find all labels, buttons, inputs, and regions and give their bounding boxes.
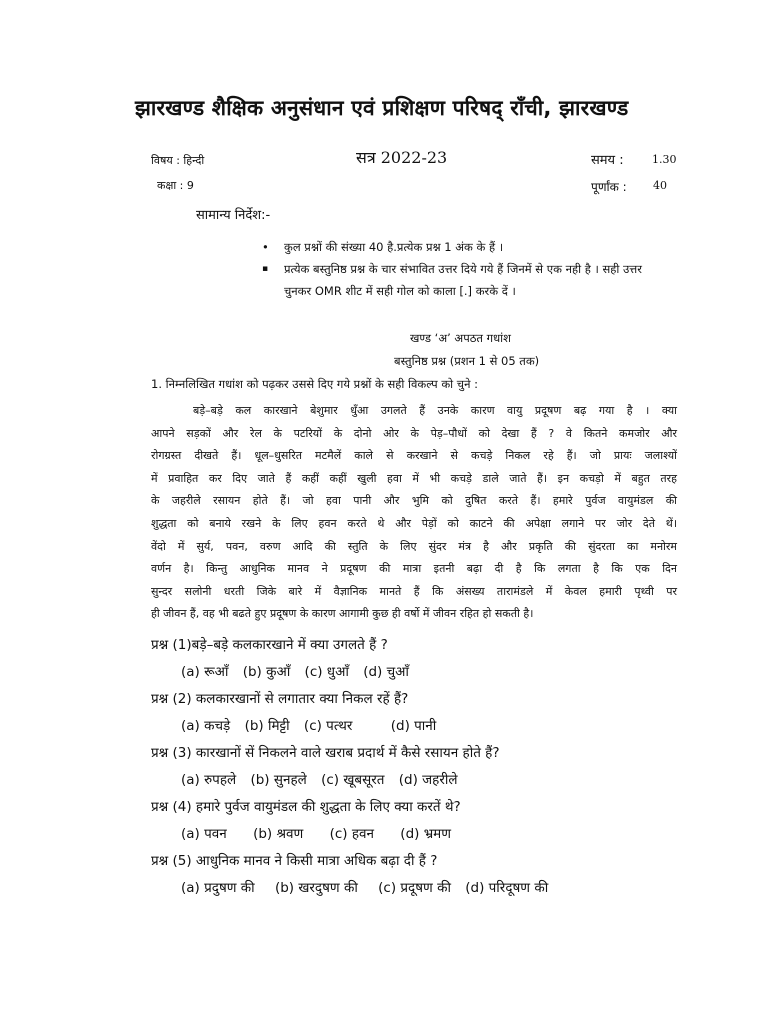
time-label: समय : [591,153,624,168]
marks-label: पूर्णांक : [591,180,627,194]
instructions-heading: सामान्य निर्देश:- [196,208,271,223]
option-c: (c) पत्थर [303,718,353,734]
options-4 [151,821,671,848]
passage-intro: 1. निम्नलिखित गधांश को पढ़कर उससे दिए गये प्रश्नों के सही विकल्प को चुने : [151,377,479,391]
options-1 [151,659,671,686]
option-c: (c) हवन [329,826,374,842]
option-c: (c) प्रदूषण की [378,880,451,896]
option-d: (d) परिदूषण की [465,880,549,896]
options-2 [151,713,671,740]
option-a: (a) प्रदुषण की [181,880,255,896]
option-a: (a) रुपहले [181,772,237,788]
question-1: प्रश्न (1)बड़े–बड़े कलकारखाने में क्या उगलते हैं ? [151,637,388,653]
question-5: प्रश्न (5) आधुनिक मानव ने किसी मात्रा अधिक बढ़ा दी हैं ? [151,853,438,869]
question-list [151,632,671,902]
option-d: (d) पानी [390,718,437,734]
option-d: (d) जहरीले [398,772,458,788]
passage-line: वर्णन है। किन्तु आधुनिक मानव ने प्रदूषण की मात्रा इतनी बढ़ा दी है कि लगता है कि एक दिन [151,562,677,576]
section-subtitle: बस्तुनिष्ठ प्रश्न (प्रशन 1 से 05 तक) [394,354,540,368]
passage-line: बड़े–बड़े कल कारखाने बेशुमार धुँआ उगलते हैं उनके कारण वायु प्रदूषण बढ़ गया है । क्या [193,404,677,417]
session-label: सत्र 2022-23 [356,148,448,167]
passage-line: ही जीवन हैं, वह भी बढते हुए प्रदूषण के कारण आगामी कुछ ही वर्षो में जीवन रहित हो सकती है। [151,607,534,621]
section-title: खण्ड ‘अ’ अपठत गधांश [410,331,511,345]
page-title: झारखण्ड शैक्षिक अनुसंधान एवं प्रशिक्षण परिषद् राँची, झारखण्ड [135,96,629,120]
passage-line: रोगग्रस्त दीखते हैं। धूल–धुसरित मटमैलें काले से करखाने से कचड़े निकल रहे हैं। जो प्रायः जलाश्यों [151,449,677,463]
class-label: कक्षा : 9 [157,179,194,192]
passage-line: आपने सड़कों और रेल के पटरियों के दोनो ओर के पेड़–पौधों को देखा हैं ? वे कितने कमजोर और [151,426,677,440]
question-2: प्रश्न (2) कलकारखानों से लगातार क्या निकल रहें हैं? [151,691,409,707]
options-3 [151,767,671,794]
instruction-text: प्रत्येक बस्तुनिष्ठ प्रश्न के चार संभावित उत्तर दिये गये हैं जिनमें से एक नही है । सही उत्तर चुनकर OMR शीट में सही गोल को काला [.] करके दें । [284,262,642,298]
option-b: (b) मिट्टी [244,718,290,734]
passage-line: में प्रवाहित कर दिए जाते हैं कहीं कहीं खुली हवा में भी कचड़े डाले जाते हैं। इन कचड़ो में बहुत तरह [151,471,677,485]
time-value: 1.30 [652,153,677,166]
instruction-item [262,258,672,302]
question-3: प्रश्न (3) कारखानों सें निकलने वाले खराब प्रदार्थ में कैसे रसायन होते हैं? [151,745,500,761]
option-b: (b) कुआँ [242,664,291,680]
option-a: (a) रूआँ [181,664,229,680]
passage-line: सुन्दर सलोनी धरती जिके बारे में वैज्ञानिक मानते हैं कि अंसख्य तारामंडले में केवल हमारी पृथ्वी पर [151,584,677,598]
instruction-text: कुल प्रश्नों की संख्या 40 है.प्रत्येक प्रश्न 1 अंक के हैं । [284,240,504,254]
marks-value: 40 [653,179,667,192]
options-5 [151,875,671,902]
option-b: (b) सुनहले [250,772,307,788]
option-a: (a) पवन [181,826,227,842]
option-c: (c) धुआँ [304,664,349,680]
square-bullet-icon: ▪ [262,264,269,274]
question-4: प्रश्न (4) हमारे पुर्वज वायुमंडल की शुद्धता के लिए क्या करतें थे? [151,799,461,815]
option-a: (a) कचड़े [181,718,231,734]
instructions-list [262,236,672,302]
instruction-item [262,236,672,258]
option-d: (d) चुआँ [363,664,409,680]
passage-line: के जहरीले रसायन होते हैं। जो हवा पानी और भुमि को दुषित करते हैं। हमारे पुर्वज वायुमंडल की [151,494,677,508]
option-d: (d) भ्रमण [400,826,452,842]
passage-line: शुद्धता को बनाये रखने के लिए हवन करते थे और पेड़ों को काटने की अपेक्षा लगाने पर जोर देते थें। [151,516,677,530]
option-b: (b) खरदुषण की [274,880,358,896]
passage-text [151,400,677,626]
option-c: (c) खूबसूरत [321,772,385,788]
subject-label: विषय : हिन्दी [151,154,205,167]
passage-line: वेंदो में सुर्य, पवन, वरुण आदि की स्तुति के लिए सुंदर मंत्र है और प्रकृति की सुंदरता का मनोरम [151,539,677,553]
option-b: (b) श्रवण [253,826,304,842]
bullet-icon: • [262,240,269,254]
